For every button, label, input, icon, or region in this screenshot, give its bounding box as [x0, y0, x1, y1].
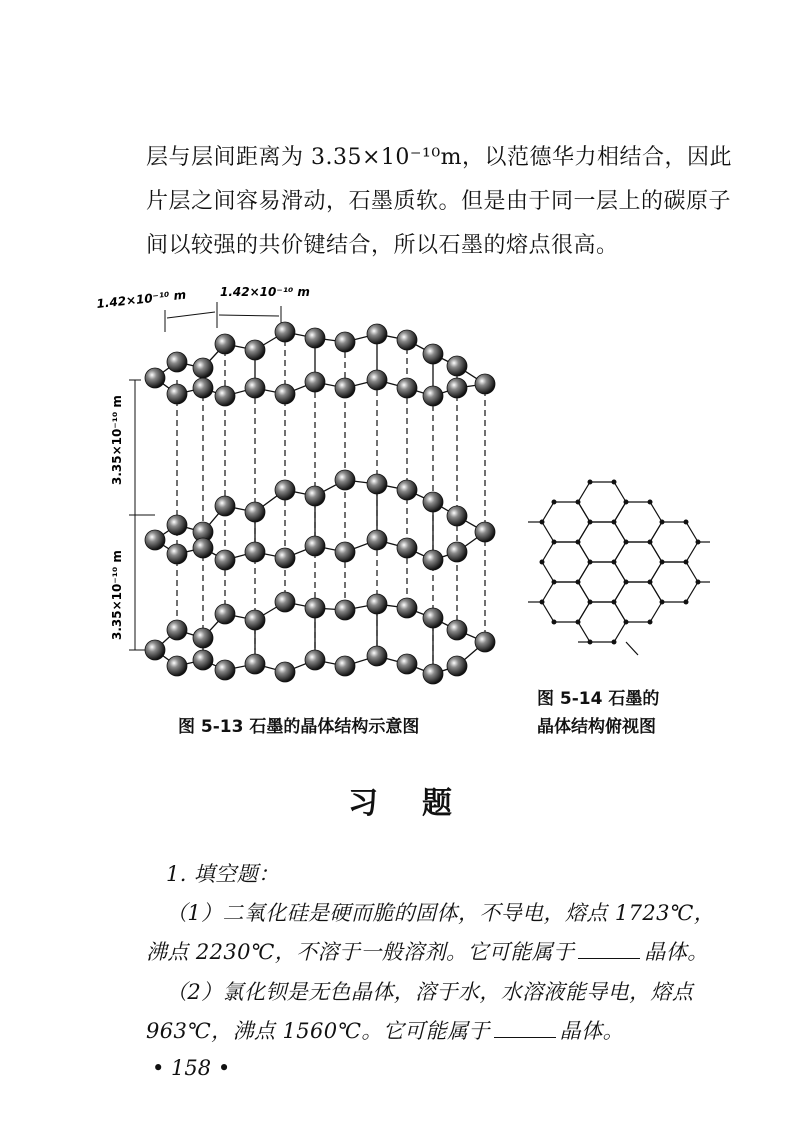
question-1-1-line-2: [146, 936, 709, 966]
honeycomb-lattice: [528, 482, 710, 655]
question-1-title: 1. 填空题：: [166, 862, 280, 886]
page-number: • 158 •: [152, 1056, 231, 1080]
question-1-1-text: 沸点 2230℃，不溶于一般溶剂。它可能属于: [146, 940, 575, 964]
figure-5-13-caption: 图 5-13 石墨的晶体结构示意图: [178, 717, 420, 737]
graphite-structure-diagram: [95, 270, 515, 700]
question-1-2-line-2: [146, 1015, 624, 1045]
intro-line-3: 间以较强的共价键结合，所以石墨的熔点很高。: [146, 233, 619, 258]
layer-spacing-label-lower: 3.35×10⁻¹⁰ m: [110, 550, 124, 640]
question-1-2-line-1: （2）氯化钡是无色晶体，溶于水，水溶液能导电，熔点: [166, 980, 694, 1004]
question-1-2-suffix: 晶体。: [559, 1019, 624, 1043]
answer-blank-1[interactable]: [578, 942, 640, 959]
figure-5-14-caption-line-1: 图 5-14 石墨的: [537, 689, 660, 709]
intro-line-2: 片层之间容易滑动，石墨质软。但是由于同一层上的碳原子: [146, 189, 732, 214]
exercises-heading: 习题: [348, 786, 496, 821]
bond-length-label-right: 1.42×10⁻¹⁰ m: [220, 285, 310, 299]
figure-5-14-caption-line-2: 晶体结构俯视图: [537, 717, 656, 737]
carbon-atoms: [145, 322, 495, 684]
answer-blank-2[interactable]: [494, 1021, 556, 1038]
question-1-1-line-1: （1）二氧化硅是硬而脆的固体，不导电，熔点 1723℃，: [166, 901, 716, 925]
layer-spacing-label-upper: 3.35×10⁻¹⁰ m: [110, 395, 124, 485]
intro-line-1: 层与层间距离为 3.35×10⁻¹⁰m，以范德华力相结合，因此: [146, 145, 733, 170]
question-1-2-text: 963℃，沸点 1560℃。它可能属于: [146, 1019, 490, 1043]
bond-length-label-left: 1.42×10⁻¹⁰ m: [95, 287, 187, 311]
question-1-1-suffix: 晶体。: [644, 940, 709, 964]
graphite-top-view-diagram: [518, 470, 718, 670]
